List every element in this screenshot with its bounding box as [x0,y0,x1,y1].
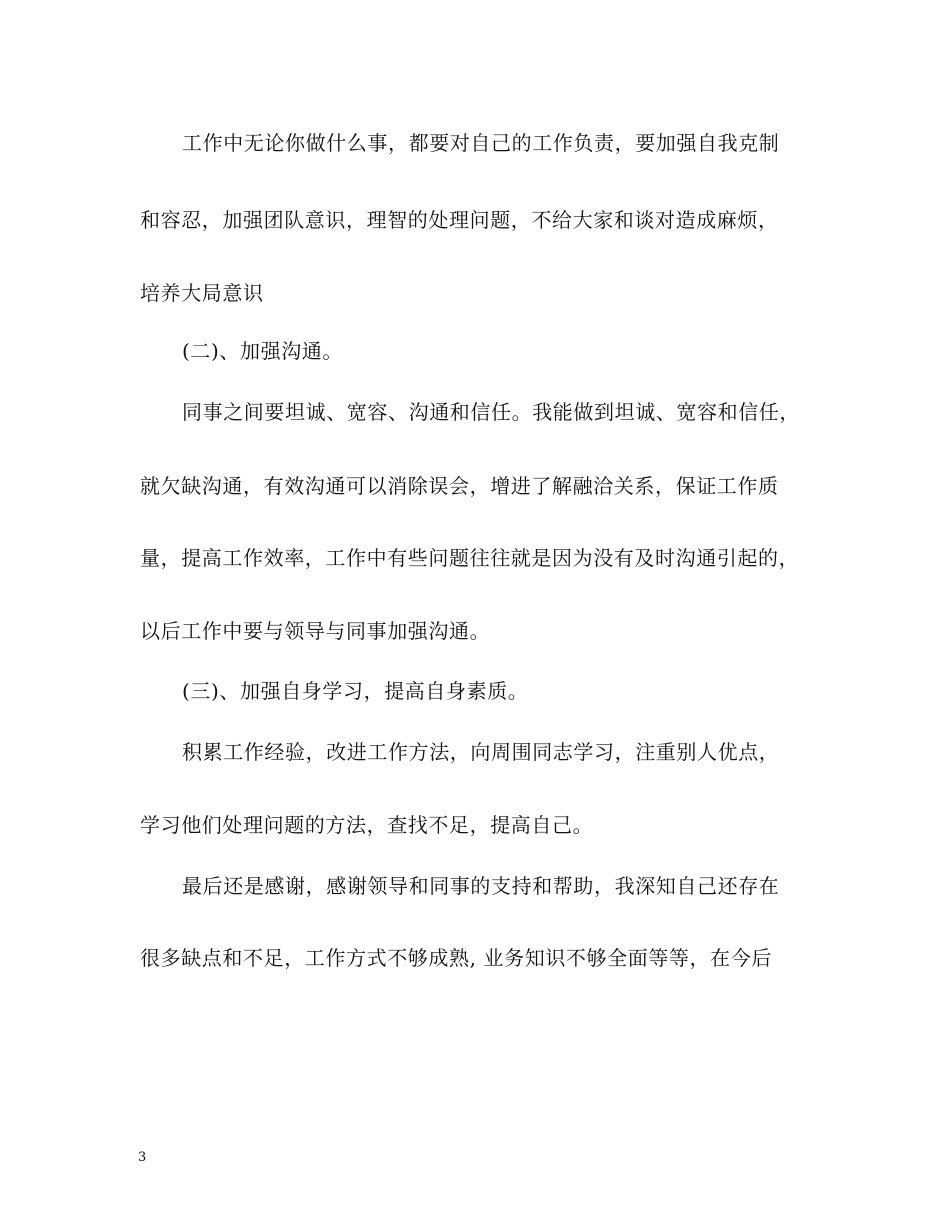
paragraph-line: 积累工作经验，改进工作方法，向周围同志学习，注重别人优点， [182,740,780,764]
paragraph-line: 很多缺点和不足，工作方式不够成熟, 业务知识不够全面等等，在今后 [140,946,772,970]
paragraph-line: 量，提高工作效率，工作中有些问题往往就是因为没有及时沟通引起的， [140,546,800,570]
section-heading: (三)、加强自身学习，提高自身素质。 [182,679,529,703]
paragraph-line: 就欠缺沟通，有效沟通可以消除误会，增进了解融洽关系，保证工作质 [140,474,779,498]
paragraph-line: 培养大局意识 [140,281,264,305]
paragraph-line: 以后工作中要与领导与同事加强沟通。 [140,619,491,643]
paragraph-line: 工作中无论你做什么事，都要对自己的工作负责，要加强自我克制 [182,131,780,155]
paragraph-line: 最后还是感谢，感谢领导和同事的支持和帮助，我深知自己还存在 [182,874,780,898]
section-heading: (二)、加强沟通。 [182,339,344,363]
page-number: 3 [138,1150,147,1165]
paragraph-line: 学习他们处理问题的方法，查找不足，提高自己。 [140,813,594,837]
paragraph-line: 和容忍，加强团队意识，理智的处理问题，不给大家和谈对造成麻烦， [140,208,779,232]
paragraph-line: 同事之间要坦诚、宽容、沟通和信任。我能做到坦诚、宽容和信任， [182,400,800,424]
